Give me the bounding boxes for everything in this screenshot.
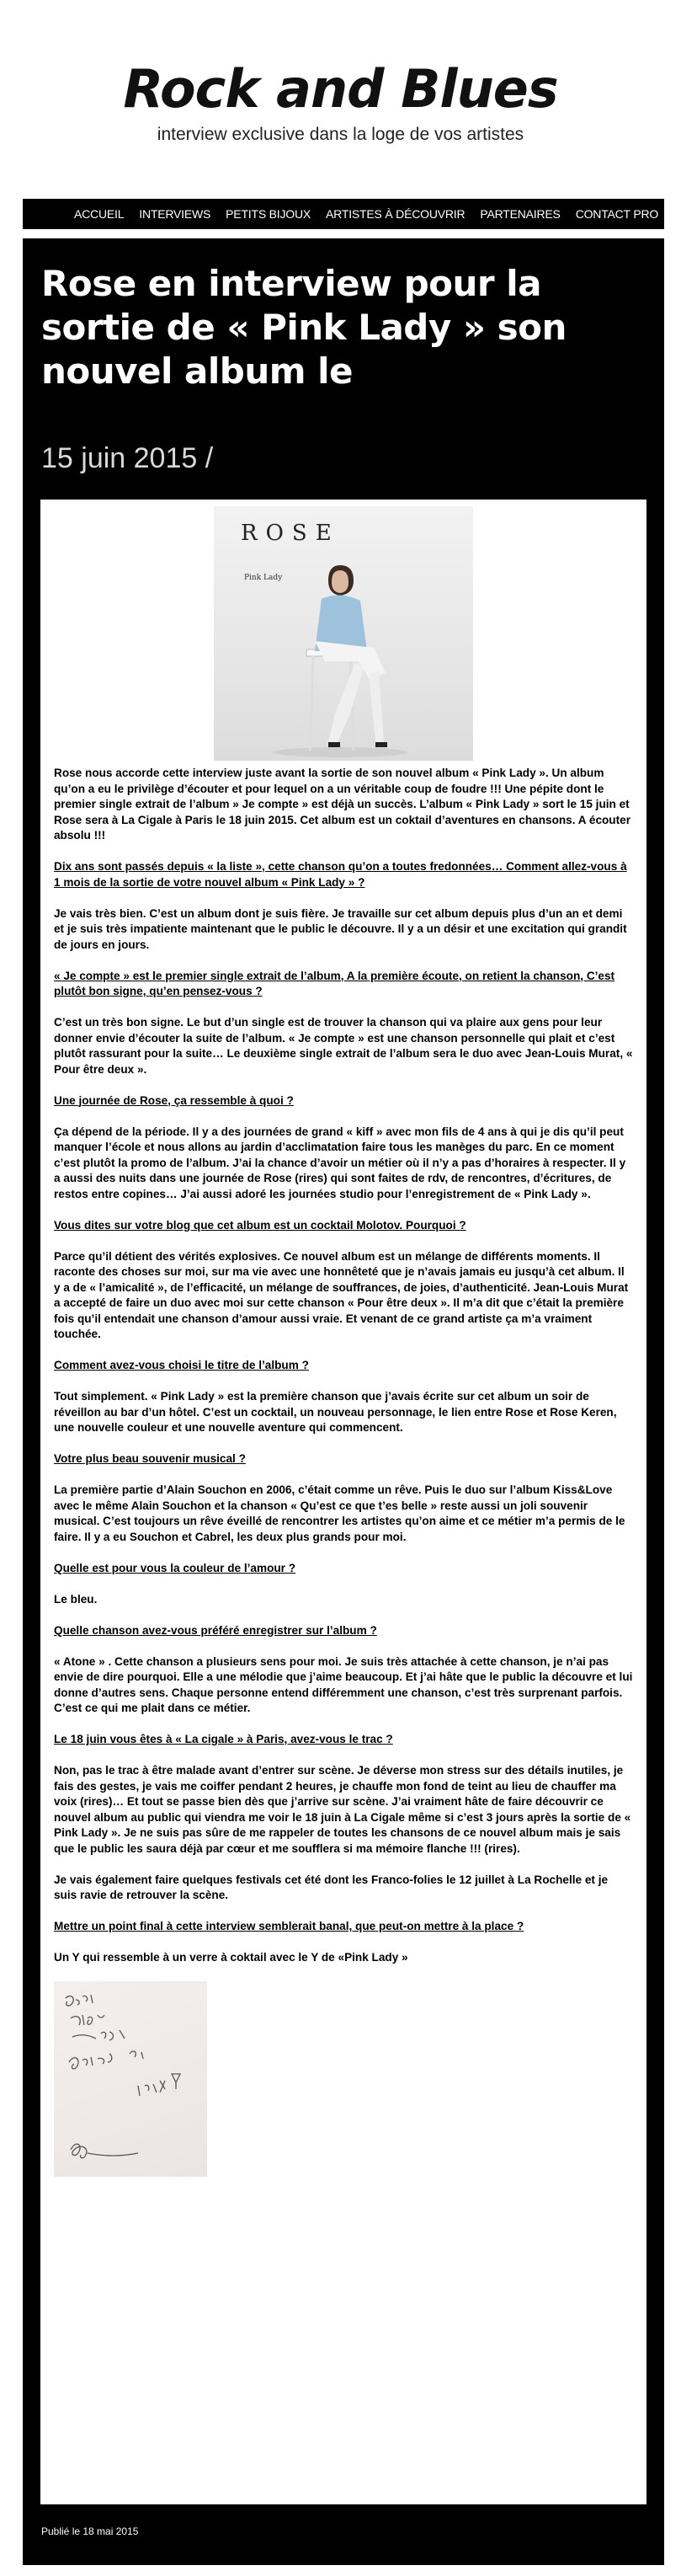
- album-artist-label: ROSE: [241, 521, 340, 546]
- question-9: Le 18 juin vous êtes à « La cigale » à Paris, avez-vous le trac ?: [54, 1733, 393, 1745]
- nav-item-petits-bijoux[interactable]: PETITS BIJOUX: [226, 207, 311, 221]
- answer-5: Tout simplement. « Pink Lady » est la première chanson que j’avais écrite sur cet album un soir de réveillon au bar d’un hôtel. C’est un cocktail, un nouveau personnage, le lien entre Rose et Rose Keren, une nouvelle couleur et une nouvelle aventure qui commencent.: [54, 1390, 617, 1434]
- nav-item-artistes[interactable]: ARTISTES À DÉCOUVRIR: [326, 207, 466, 221]
- post-date: 15 juin 2015 /: [41, 442, 214, 474]
- post-content: [40, 500, 646, 2504]
- main-nav: [23, 199, 664, 229]
- answer-1: Je vais très bien. C’est un album dont je suis fière. Je travaille sur cet album depuis plus d’un an et demi et je suis très impatiente maintenant que le public le découvre. Il y a un désir et une excitation qui grandit de jours en jours.: [54, 906, 627, 951]
- question-7: Quelle est pour vous la couleur de l’amour ?: [54, 1561, 296, 1574]
- album-cover-image: [214, 506, 473, 761]
- question-5: Comment avez-vous choisi le titre de l’album ?: [54, 1359, 309, 1371]
- post-title[interactable]: Rose en interview pour la sortie de « Pink Lady » son nouvel album le: [41, 263, 567, 392]
- question-3: Une journée de Rose, ça ressemble à quoi ?: [54, 1093, 294, 1107]
- answer-9-continued: Je vais également faire quelques festivals cet été dont les Franco-folies le 12 juillet à La Rochelle et je suis ravie de retrouver la scène.: [54, 1873, 609, 1901]
- post-footer: Publié le 18 mai 2015: [41, 2525, 139, 2537]
- post-container: [23, 238, 664, 2565]
- answer-6: La première partie d’Alain Souchon en 2006, c’était comme un rêve. Puis le duo sur l’album Kiss&Love avec le même Alain Souchon et la chanson « Qu’est ce que t’es belle » reste aussi un joli souvenir musical. C’est toujours un rêve éveillé de rencontrer les artistes qu’on aime et ce métier m’a permis de le faire. Il y a eu Souchon et Cabrel, les deux plus grands pour moi.: [54, 1483, 625, 1543]
- nav-item-accueil[interactable]: ACCUEIL: [74, 207, 125, 221]
- nav-item-partenaires[interactable]: PARTENAIRES: [480, 207, 561, 221]
- question-6: Votre plus beau souvenir musical ?: [54, 1452, 246, 1465]
- question-1: Dix ans sont passés depuis « la liste », cette chanson qu’on a toutes fredonnées… Comment allez-vous à 1 mois de la sortie de votre nouvel album « Pink Lady » ?: [54, 860, 627, 889]
- answer-4: Parce qu’il détient des vérités explosives. Ce nouvel album est un mélange de différents moments. Il raconte des choses sur moi, sur ma vie avec une honnêteté que je n’avais jamais eu jusqu’à cet album. Il y a de « l’amicalité », de l’efficacité, un mélange de souffrances, de joies, d’authenticité. Jean-Louis Murat a accepté de faire un duo avec moi sur cette chanson « Pour être deux ». Il m’a dit que c’était la première fois qu’il entendait une chanson d’amour aussi vraie. Et venant de ce grand artiste ça m’a vraiment touchée.: [54, 1249, 629, 1340]
- album-title-label: Pink Lady: [244, 574, 283, 582]
- nav-item-interviews[interactable]: INTERVIEWS: [139, 207, 211, 221]
- answer-7: Le bleu.: [54, 1592, 98, 1606]
- question-8: Quelle chanson avez-vous préféré enregistrer sur l’album ?: [54, 1623, 377, 1637]
- site-logo[interactable]: Rock and Blues: [123, 58, 558, 120]
- nav-item-contact[interactable]: CONTACT PRO: [575, 207, 659, 221]
- site-header: [0, 0, 681, 195]
- question-4: Vous dites sur votre blog que cet album est un cocktail Molotov. Pourquoi ?: [54, 1218, 466, 1232]
- answer-3: Ça dépend de la période. Il y a des journées de grand « kiff » avec mon fils de 4 ans à qui je dis qu’il peut manquer l’école et nous allons au jardin d’acclimatation faire tous les manèges du parc. En ce moment c’est plutôt la promo de l’album. J’ai la chance d’avoir un métier où il n’y a pas d’horaires à respecter. Il y a aussi des nuits dans une journée de Rose (rires) qui sont faites de rdv, de rencontres, d’écritures, de restos entre copines… J’ai aussi adoré les journées studio pour l’enregistrement de « Pink Lady ».: [54, 1125, 626, 1200]
- answer-10: Un Y qui ressemble à un verre à coktail avec le Y de «Pink Lady »: [54, 1951, 408, 1964]
- post-intro: Rose nous accorde cette interview juste avant la sortie de son nouvel album « Pink Lady ». Un album qu’on a eu le privilège d’écouter et pour lequel on a un véritable coup de foudre !!! Une pépite dont le premier single extrait de l’album » Je compte » est déjà un succès. L’album « Pink Lady » sort le 15 juin et Rose sera à La Cigale à Paris le 18 juin 2015. Cet album est un coktail d’aventures en chansons. A écouter absolu !!!: [54, 767, 630, 842]
- site-tagline: interview exclusive dans la loge de vos artistes: [157, 125, 524, 144]
- answer-9: Non, pas le trac à être malade avant d’entrer sur scène. Je déverse mon stress sur des détails inutiles, je fais des gestes, je vais me coiffer pendant 2 heures, je chauffe mon fond de teint au lieu de chauffer ma voix (rires)… Et tout se passe bien dès que j’arrive sur scène. J’ai vraiment hâte de faire découvrir ce nouvel album au public qui viendra me voir le 18 juin à La Cigale même si c’est 3 jours après la sortie de « Pink Lady ». Je ne suis pas sûre de me rappeler de toutes les chansons de ce nouvel album mais je sais que le public les saura déjà par cœur et me soufflera si ma mémoire flanche !!! (rires).: [54, 1764, 631, 1855]
- answer-8: « Atone » . Cette chanson a plusieurs sens pour moi. Je suis très attachée à cette chanson, je n’ai pas envie de dire pourquoi. Elle a une mélodie que j’aime beaucoup. Et j’ai hâte que le public la découvre et lui donne d’autres sens. Chaque personne entend différemment une chanson, c’est très surprenant parfois. C’est ce qui me plait dans ce métier.: [54, 1654, 633, 1714]
- question-2: « Je compte » est le premier single extrait de l’album, A la première écoute, on retient la chanson, C’est plutôt bon signe, qu’en pensez-vous ?: [54, 969, 615, 997]
- answer-2: C’est un très bon signe. Le but d’un single est de trouver la chanson qui va plaire aux gens pour leur donner envie d’écouter la suite de l’album. « Je compte » est une chanson personnelle qui plait et c’est plutôt rassurant pour la suite… Le deuxième single extrait de l’album sera le duo avec Jean-Louis Murat, « Pour être deux ».: [54, 1016, 633, 1076]
- handwritten-note-image: [54, 1981, 207, 2177]
- question-10: Mettre un point final à cette interview semblerait banal, que peut-on mettre à la place ?: [54, 1920, 524, 1932]
